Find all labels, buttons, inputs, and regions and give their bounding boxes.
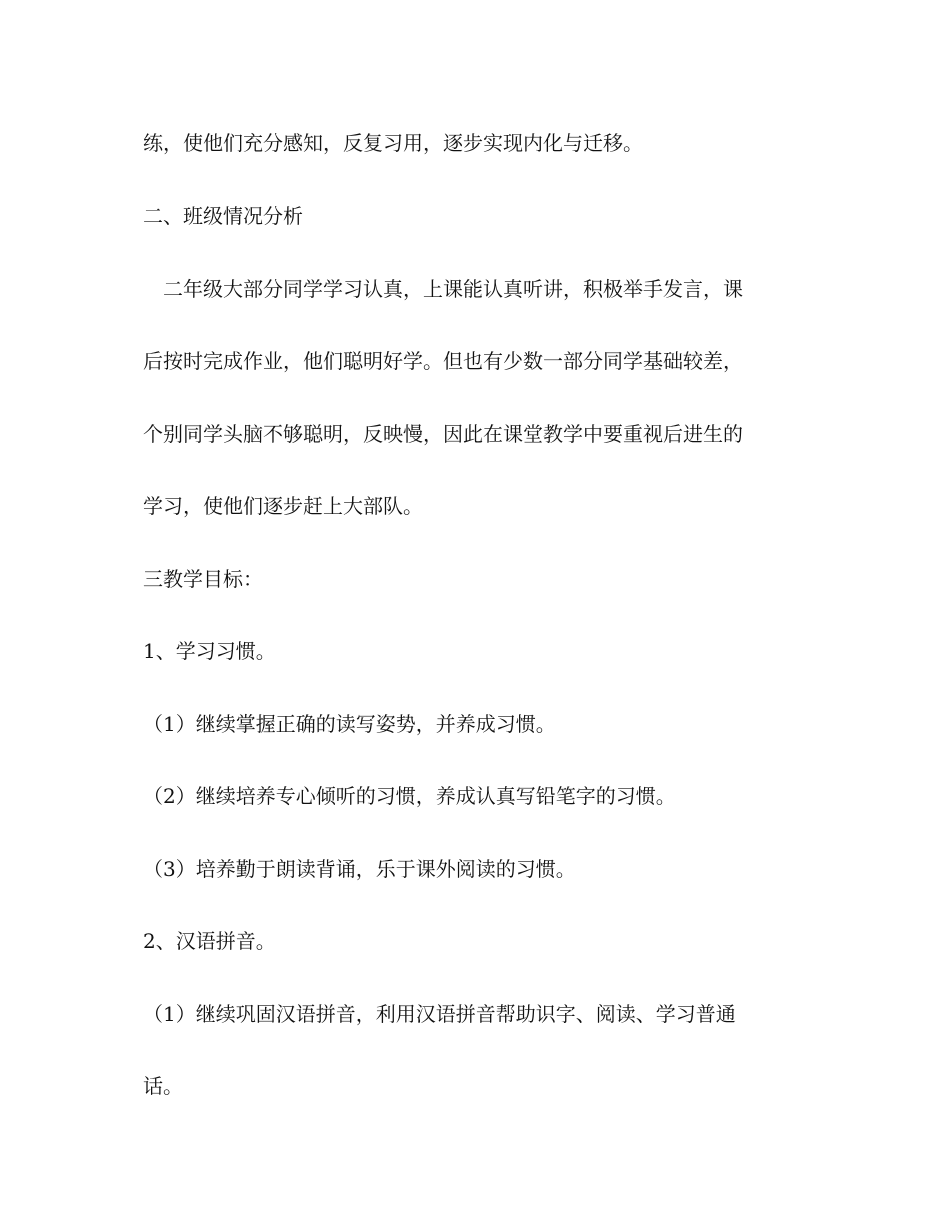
- text-line-5: 个别同学头脑不够聪明，反映慢，因此在课堂教学中要重视后进生的: [143, 422, 743, 446]
- section-heading-class-analysis: 二、班级情况分析: [143, 204, 303, 228]
- subheading-study-habits: 1、学习习惯。: [143, 639, 276, 663]
- text-line-14: 话。: [143, 1074, 183, 1098]
- list-item-pinyin-1: （1）继续巩固汉语拼音，利用汉语拼音帮助识字、阅读、学习普通: [143, 1002, 736, 1026]
- section-heading-teaching-goals: 三教学目标：: [143, 567, 263, 591]
- subheading-pinyin: 2、汉语拼音。: [143, 929, 276, 953]
- text-line-1: 练，使他们充分感知，反复习用，逐步实现内化与迁移。: [143, 131, 643, 155]
- list-item-3: （3）培养勤于朗读背诵，乐于课外阅读的习惯。: [143, 857, 576, 881]
- text-line-3: 二年级大部分同学学习认真，上课能认真听讲，积极举手发言，课: [143, 277, 743, 301]
- text-line-4: 后按时完成作业，他们聪明好学。但也有少数一部分同学基础较差，: [143, 349, 743, 373]
- text-line-6: 学习，使他们逐步赶上大部队。: [143, 494, 423, 518]
- list-item-1: （1）继续掌握正确的读写姿势，并养成习惯。: [143, 712, 556, 736]
- list-item-2: （2）继续培养专心倾听的习惯，养成认真写铅笔字的习惯。: [143, 784, 676, 808]
